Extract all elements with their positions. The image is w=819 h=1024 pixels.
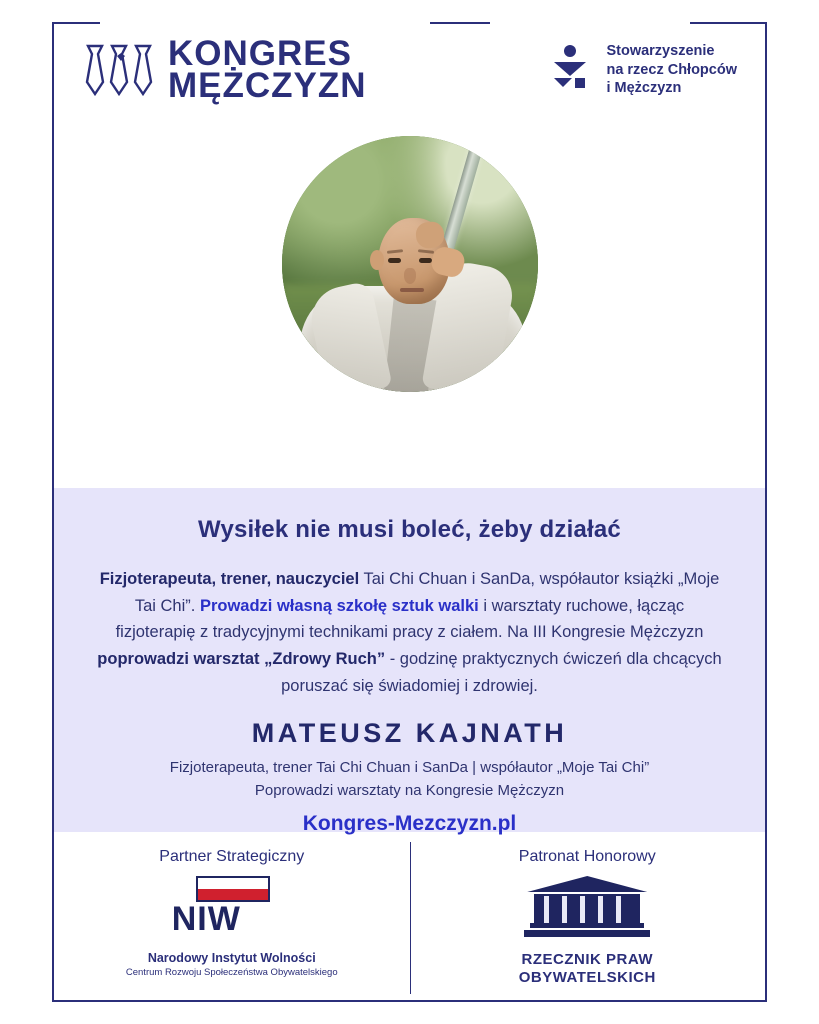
rpo-roof <box>527 876 647 892</box>
poster-header <box>54 24 765 116</box>
association-mark-icon <box>544 42 596 99</box>
patronage-title: Patronat Honorowy <box>518 848 656 865</box>
association-line-2: na rzecz Chłopców <box>606 61 737 78</box>
portrait-right-eye <box>419 258 432 263</box>
rpo-base-upper <box>530 923 644 928</box>
speaker-portrait <box>282 136 538 392</box>
rpo-column-3 <box>580 896 585 924</box>
kongres-wordmark <box>168 33 367 105</box>
niw-logo <box>162 876 302 940</box>
tagline: Wysiłek nie musi boleć, żeby działać <box>198 516 621 543</box>
rpo-base-lower <box>524 930 650 937</box>
portrait-nose <box>404 268 416 284</box>
portrait-ear <box>370 250 384 270</box>
association-line-1: Stowarzyszenie <box>606 43 715 60</box>
rpo-column-2 <box>562 896 567 924</box>
website-link[interactable]: Kongres-Mezczyzn.pl <box>302 812 517 836</box>
neckties-icon <box>80 42 158 98</box>
portrait-mouth <box>400 288 424 292</box>
rpo-caption-line-2: OBYWATELSKICH <box>518 969 656 986</box>
bio-text-1: Tai Chi Chuan i SanDa, współautor książki „Moje Tai Chi”. <box>134 570 720 615</box>
bio-role-bold: Fizjoterapeuta, trener, nauczyciel <box>99 570 360 588</box>
partner-strategic-title: Partner Strategiczny <box>159 848 305 865</box>
bio-text-2: i warsztaty ruchowe, łącząc fizjoterapię z tradycyjnymi technikami pracy z ciałem. Na III Kongresie Mężczyzn <box>115 596 704 642</box>
speaker-role-line-2: Poprowadzi warsztaty na Kongresie Mężczyzn <box>254 782 565 800</box>
niw-subcaption: Centrum Rozwoju Społeczeństwa Obywatelskiego <box>125 967 338 978</box>
speaker-portrait-container <box>282 136 538 392</box>
niw-letters: NIW <box>171 900 241 938</box>
kongres-mezczyzn-logo <box>76 34 377 106</box>
kongres-line-2: MĘŻCZYZN <box>168 66 367 105</box>
footer-partners <box>54 832 765 1002</box>
speaker-name: MATEUSZ KAJNATH <box>251 717 568 748</box>
partner-patronage <box>410 832 766 1002</box>
rpo-column-1 <box>544 896 549 924</box>
content-panel <box>54 488 765 836</box>
rpo-caption <box>410 951 766 987</box>
stowarzyszenie-logo <box>538 38 743 103</box>
bio-highlight: Prowadzi własną szkołę sztuk walki <box>199 596 479 615</box>
association-name <box>606 42 737 98</box>
rpo-column-5 <box>616 896 621 924</box>
bio-text-3: - godzinę praktycznych ćwiczeń dla chcących poruszać się świadomiej i zdrowiej. <box>281 650 722 695</box>
rpo-column-4 <box>598 896 603 924</box>
rpo-caption-line-1: RZECZNIK PRAW <box>521 951 653 968</box>
frame-right-border <box>765 22 767 1002</box>
rpo-logo-icon <box>512 876 662 942</box>
niw-caption: Narodowy Instytut Wolności <box>147 951 316 965</box>
partner-strategic <box>54 832 410 1002</box>
kongres-line-1: KONGRES <box>168 33 352 73</box>
bio-paragraph <box>96 566 723 700</box>
speaker-role-line-1: Fizjoterapeuta, trener Tai Chi Chuan i SanDa | współautor „Moje Tai Chi” <box>169 758 650 776</box>
polish-flag-icon <box>196 876 270 902</box>
association-line-3: i Mężczyzn <box>606 80 682 97</box>
bio-workshop-bold: poprowadzi warsztat „Zdrowy Ruch” <box>97 650 386 669</box>
portrait-left-eye <box>388 258 401 263</box>
